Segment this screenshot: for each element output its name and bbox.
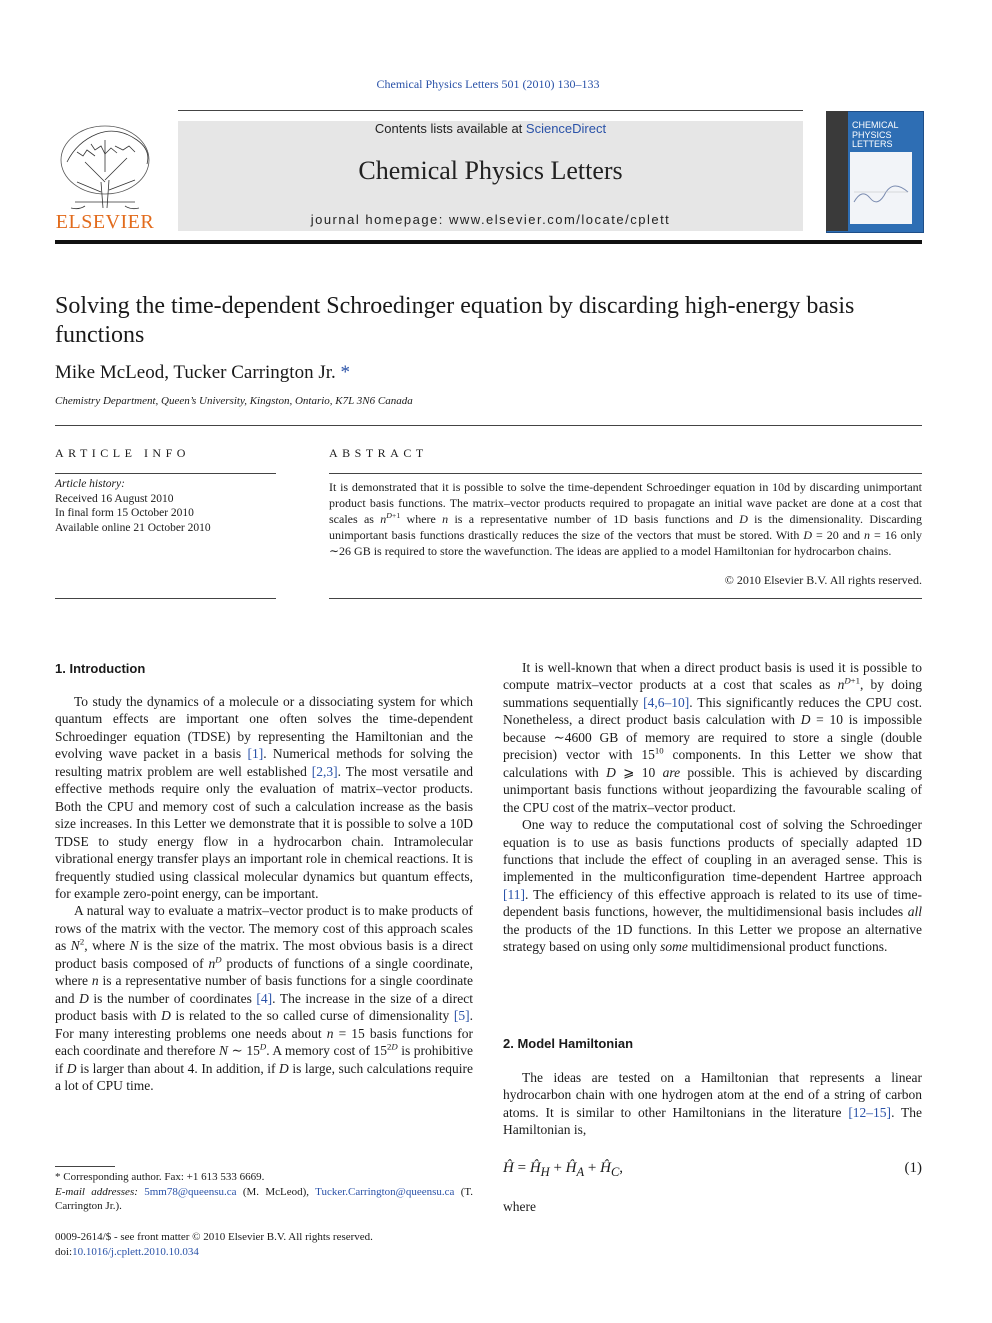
cover-figure-icon [850, 152, 912, 224]
footnotes [55, 1170, 473, 1214]
where-text: where [503, 1199, 536, 1214]
front-matter [55, 1230, 475, 1259]
reference-link[interactable]: [5] [453, 1008, 470, 1024]
received-date: Received 16 August 2010 [55, 492, 174, 505]
article-history [55, 477, 276, 535]
email-link-mcleod[interactable]: 5mm78@queensu.ca [144, 1185, 237, 1198]
history-label: Article history: [55, 478, 125, 490]
equation-number: (1) [904, 1160, 922, 1176]
paragraph: It is well-known that when a direct product basis is used it is possible to compute matrix–vector products at a cost that scales as $n^{D+1}$, by doing summations sequentially [4,6–10]. This significantly reduces the CPU cost. Nonetheless, a direct product basis calculation with D = 10 is impossible because ∼4600 GB of memory are required to store a single (double precision) vector with $15^{10}$ components. In this Letter we show that calculations with D ⩾ 10 are possible. This is achieved by discarding unimportant basis functions without jeopardizing the favourable scaling of the CPU cost of the matrix–vector product. [503, 660, 923, 815]
online-date: Available online 21 October 2010 [55, 521, 211, 534]
section-heading-introduction [55, 660, 145, 677]
email-label: E-mail addresses: [55, 1185, 138, 1198]
header-rule [178, 110, 803, 111]
email-line [55, 1185, 473, 1214]
final-form-date: In final form 15 October 2010 [55, 507, 194, 519]
article-info-heading: ARTICLE INFO [55, 446, 190, 460]
contents-line [178, 121, 803, 136]
intro-heading-text: 1. Introduction [55, 661, 146, 676]
abstract-text: It is demonstrated that it is possible to solve the time-dependent Schroedinger equation in 10d by discarding unimportant product basis functions. The matrix–vector products required to propagate an initial wave packet are done at a cost that scales as $n^{D+1}$ where n is a representative number of 1D basis functions and D is the dimensionality. Discarding unimportant basis functions drastically reduces the size of the vectors that must be stored. With D = 20 and n = 16 only ∼26 GB is required to store the wavefunction. The ideas are applied to a model Hamiltonian for hydrocarbon chains. [329, 480, 923, 558]
corresponding-author-mark[interactable]: * [340, 362, 351, 383]
journal-homepage[interactable]: journal homepage: www.elsevier.com/locate/cplett [310, 212, 671, 227]
reference-link[interactable]: [12–15] [848, 1104, 892, 1120]
cover-figure-panel [850, 152, 912, 224]
paragraph: A natural way to evaluate a matrix–vector product is to make products of rows of the matrix with the vector. The memory cost of this approach scales as $N^2$, where N is the size of the matrix. The most obvious basis is a direct product basis composed of $n^D$ products of functions of a single coordinate, where n is a representative number of basis functions for a single coordinate and D is the number of coordinates [4]. The increase in the size of a direct product basis with D is related to the so called curse of dimensionality [5]. For many interesting problems one needs about n = 15 basis functions for each coordinate and therefore N ∼ $15^D$. A memory cost of $15^{2D}$ is prohibitive if D is larger than about 4. In addition, if D is large, such calculations require a lot of CPU time. [55, 903, 474, 1093]
introduction-body-continued [503, 659, 922, 956]
doi-line [55, 1245, 475, 1260]
paper-title: Solving the time-dependent Schroedinger equation by discarding high-energy basis functions [55, 293, 855, 348]
abstract-copyright: © 2010 Elsevier B.V. All rights reserved. [724, 573, 922, 587]
sciencedirect-link[interactable]: ScienceDirect [525, 121, 607, 136]
article-info-rule [55, 473, 276, 474]
header-thick-rule [55, 240, 922, 244]
journal-citation[interactable]: Chemical Physics Letters 501 (2010) 130–133 [376, 77, 600, 91]
authors [55, 362, 755, 384]
cover-title: CHEMICAL PHYSICS LETTERS [852, 120, 899, 149]
journal-title: Chemical Physics Letters [358, 156, 623, 185]
corresponding-author-note: * Corresponding author. Fax: +1 613 533 6669. [55, 1171, 265, 1183]
doi-prefix: doi: [55, 1245, 73, 1258]
abstract-rule [329, 598, 922, 599]
reference-link[interactable]: [11] [503, 886, 525, 902]
email-owner: (T. Carrington Jr.). [55, 1185, 474, 1212]
email-link-carrington[interactable]: Tucker.Carrington@queensu.ca [315, 1185, 455, 1198]
model-heading-text: 2. Model Hamiltonian [503, 1036, 634, 1051]
author-names: Mike McLeod, Tucker Carrington Jr. [55, 362, 336, 383]
footnote-rule [55, 1166, 115, 1167]
abstract-heading: ABSTRACT [329, 446, 428, 460]
reference-link[interactable]: [1] [247, 746, 264, 762]
affiliation-rule [55, 425, 922, 426]
paragraph: The ideas are tested on a Hamiltonian that represents a linear hydrocarbon chain with one hydrogen atom at the end of a string of carbon atoms. It is similar to other Hamiltonians in the literature [12–15]. The Hamiltonian is, [503, 1070, 923, 1138]
affiliation: Chemistry Department, Queen’s University, Kingston, Ontario, K7L 3N6 Canada [55, 395, 413, 407]
doi-link[interactable]: 10.1016/j.cplett.2010.10.034 [72, 1245, 199, 1258]
reference-link[interactable]: [2,3] [311, 763, 338, 779]
issn-line: 0009-2614/$ - see front matter © 2010 Elsevier B.V. All rights reserved. [55, 1231, 373, 1243]
elsevier-wordmark: ELSEVIER [55, 211, 155, 233]
model-body [503, 1069, 922, 1139]
paragraph: One way to reduce the computational cost of solving the Schroedinger equation is to use as basis functions products of specially adapted 1D functions that include the effect of coupling in an averaged sense. This is implemented in the multiconfiguration time-dependent Hartree approach [11]. The efficiency of this effective approach is related to its use of time-dependent basis functions, however, the multidimensional basis includes all the products of the 1D functions. In this Letter we propose an alternative strategy based on using only some multidimensional product functions. [503, 817, 922, 955]
email-owner: (M. McLeod), [242, 1185, 310, 1198]
paragraph: To study the dynamics of a molecule or a dissociating system for which quantum effects are important one often solves the time-dependent Schroedinger equation (TDSE) by representing the Hamiltonian and the evolving wave packet in a basis [1]. Numerical methods for solving the resulting matrix problem are well established [2,3]. The most versatile and effective methods require only the evaluation of matrix–vector products. Both the CPU and memory cost of such a calculation increase as the basis size increases. In this Letter we demonstrate that it is possible to solve a 10D TDSE to study energy flow in a hydrocarbon chain. Intramolecular vibrational energy transfer plays an important role in chemical reactions. It is frequently studied using classical molecular dynamics but quantum effects, for example zero-point energy, can be important. [55, 694, 474, 901]
article-info-rule [55, 598, 276, 599]
reference-link[interactable]: [4,6–10] [643, 694, 690, 710]
section-heading-model [503, 1035, 633, 1052]
equation-1 [503, 1160, 922, 1180]
equation-body: Ĥ = $Ĥ_H$ + $Ĥ_A$ + $Ĥ_C$, [503, 1160, 624, 1179]
cover-strip [826, 111, 848, 231]
reference-link[interactable]: [4] [256, 990, 273, 1006]
abstract-rule [329, 473, 922, 474]
contents-prefix: Contents lists available at [374, 121, 526, 136]
introduction-body [55, 693, 473, 1094]
